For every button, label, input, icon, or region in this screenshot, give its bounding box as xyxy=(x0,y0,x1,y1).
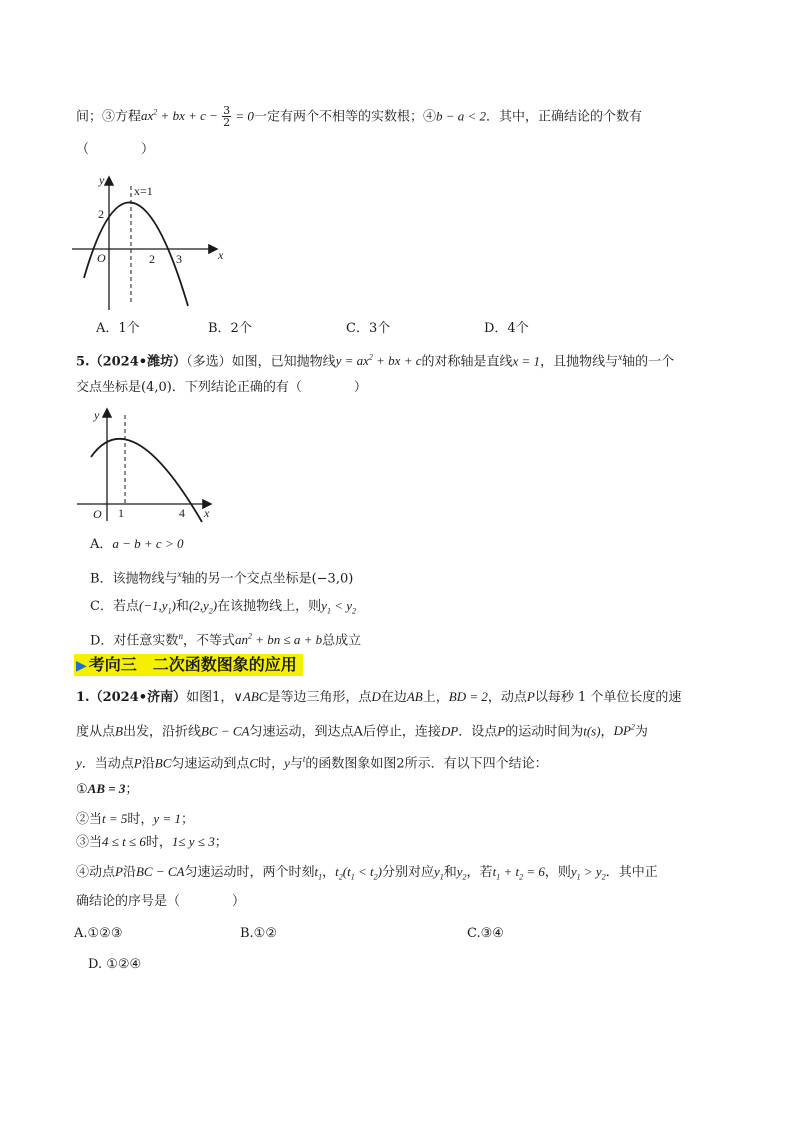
play-triangle-icon: ▶ xyxy=(76,658,87,674)
text: 一定有两个不相等的实数根；④ xyxy=(253,109,436,125)
q4-parabola-graph xyxy=(70,168,240,313)
q1-line3: y．当动点P沿BC匀速运动到点C时，y与$^t$的函数图象如图2所示．有以下四个结论： xyxy=(76,754,548,772)
equation: b − a < 2 xyxy=(435,108,486,124)
question-number: 5. xyxy=(76,354,90,370)
q1-line2: 度从点B出发，沿折线BC − CA匀速运动，到达点A后停止，连接DP．设点P的运动时间为t(s)，$DP^2$为 xyxy=(76,723,648,740)
text: 间；③方程 xyxy=(76,109,142,125)
origin-label: O xyxy=(93,507,102,521)
q1-line-end: 确结论的序号是（ ） xyxy=(76,894,246,909)
q4-answer-bracket: （ ） xyxy=(76,142,155,157)
q1-choice-a[interactable]: A.①②③ xyxy=(74,926,123,941)
tick-label-4: 4 xyxy=(179,506,185,520)
q5-parabola-graph xyxy=(74,405,224,525)
tick-label-2: 2 xyxy=(149,252,155,266)
q5-option-b[interactable]: B．该抛物线与$^x$轴的另一个交点坐标是(−3,0) xyxy=(90,569,354,587)
x-label: x xyxy=(218,248,224,262)
q5-line2: 交点坐标是(4,0)．下列结论正确的有（ ） xyxy=(76,380,367,395)
q4-choice-a[interactable]: A．1个 xyxy=(96,321,140,336)
q1-choice-d[interactable]: D. ①②④ xyxy=(88,957,142,972)
equation: = 0 xyxy=(232,108,254,124)
y-label: y xyxy=(99,173,105,187)
q5-option-d[interactable]: D．对任意实数$^n$，不等式$an^2$ + bn ≤ a + b总成立 xyxy=(90,631,362,649)
y-intercept-label: 2 xyxy=(98,207,104,221)
q5-line1: 5.（2024•潍坊）（多选）如图，已知抛物线$y = ax^2$ + bx + c的对称轴是直线x = 1，且抛物线与$^x$轴的一个 xyxy=(76,352,675,370)
q5-option-c[interactable]: C．若点$(-1,y_1)$和$(2,y_2)$在该抛物线上，则$y_1 < y_2$ xyxy=(90,598,356,616)
q1-choice-c[interactable]: C.③④ xyxy=(467,926,504,941)
q1-statement-2: ②当t = 5时，y = 1； xyxy=(76,811,194,827)
q1-statement-4: ④动点P沿BC − CA匀速运动时，两个时刻$t_1$，$t_2(t_1 < t_2)$分别对应$y_1$和$y_2$，若$t_1 + t_2 = 6$，则$y_1 > y_2$．其中正 xyxy=(76,864,658,882)
question-source: （2024•济南） xyxy=(89,690,187,705)
origin-label: O xyxy=(97,251,106,265)
tick-label-1: 1 xyxy=(118,506,124,520)
q5-option-a[interactable]: A．a − b + c > 0 xyxy=(90,536,184,552)
q4-choice-b[interactable]: B．2个 xyxy=(208,321,252,336)
question-source: （2024•潍坊） xyxy=(89,354,187,370)
q1-statement-3: ③当4 ≤ t ≤ 6时，1≤ y ≤ 3； xyxy=(76,834,228,850)
q1-line1: 1.（2024•济南）如图1，∨ABC是等边三角形，点D在边AB上，BD = 2，动点P以每秒 1 个单位长度的速 xyxy=(76,689,682,705)
q1-statement-1: ①AB = 3； xyxy=(76,781,139,797)
text: ．其中，正确结论的个数有 xyxy=(486,109,643,125)
section-banner xyxy=(74,654,303,676)
fraction: $\frac{3}{2}$ xyxy=(223,104,231,130)
tick-label-3: 3 xyxy=(176,252,182,266)
q4-line1 xyxy=(76,104,642,128)
axis-of-symmetry-label: x=1 xyxy=(134,184,153,198)
equation: $ax^2$ + bx + c − xyxy=(141,108,222,124)
q1-choice-b[interactable]: B.①② xyxy=(240,926,277,941)
question-number: 1. xyxy=(76,690,90,705)
q4-choice-c[interactable]: C．3个 xyxy=(346,321,391,336)
q4-choice-d[interactable]: D．4个 xyxy=(484,321,529,336)
y-label: y xyxy=(94,408,100,422)
section-title: 考向三 二次函数图象的应用 xyxy=(88,655,297,674)
x-label: x xyxy=(204,506,210,520)
